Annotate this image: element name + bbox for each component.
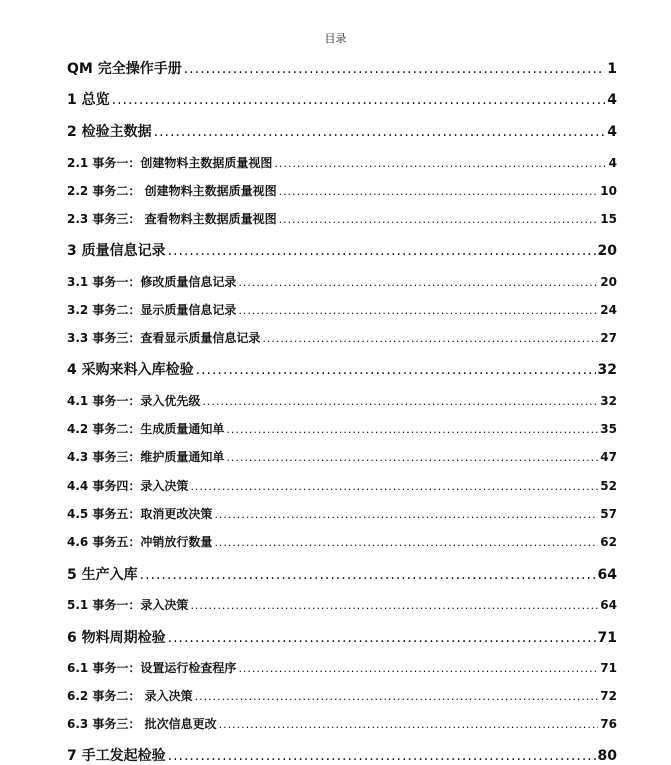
toc-leader-dots <box>140 567 596 583</box>
toc-entry-label: 3.1 事务一：修改质量信息记录 <box>67 275 237 289</box>
toc-entry[interactable] <box>67 687 617 705</box>
toc-entry-page: 57 <box>600 507 617 521</box>
toc-entry-label: 4.2 事务二：生成质量通知单 <box>67 422 225 436</box>
toc-entry-label: 4.6 事务五：冲销放行数量 <box>67 535 213 549</box>
toc-leader-dots <box>219 718 599 731</box>
toc-leader-dots <box>112 92 606 108</box>
toc-leader-dots <box>214 508 598 521</box>
toc-entry-page: 4 <box>607 92 617 108</box>
toc-entry-label: 2.3 事务三： 查看物料主数据质量视图 <box>67 212 277 226</box>
toc-entry-label: 7 手工发起检验 <box>67 748 166 764</box>
toc-leader-dots <box>190 599 598 612</box>
toc-leader-dots <box>168 748 596 764</box>
toc-leader-dots <box>154 124 606 140</box>
toc-entry-label: 2.1 事务一：创建物料主数据质量视图 <box>67 156 273 170</box>
toc-leader-dots <box>226 423 598 436</box>
toc-entry[interactable] <box>67 596 617 614</box>
toc-entry-page: 64 <box>600 598 617 612</box>
toc-entry-page: 71 <box>597 630 617 646</box>
toc-entry[interactable] <box>67 210 617 228</box>
toc-entry[interactable] <box>67 58 617 78</box>
toc-leader-dots <box>202 395 598 408</box>
toc-entry-page: 10 <box>600 184 617 198</box>
toc-entry-page: 72 <box>600 689 617 703</box>
toc-entry-page: 80 <box>597 748 617 764</box>
toc-entry-label: 2.2 事务二： 创建物料主数据质量视图 <box>67 184 277 198</box>
toc-entry-label: 5 生产入库 <box>67 567 138 583</box>
toc-entry-label: QM 完全操作手册 <box>67 61 182 77</box>
toc-entry[interactable] <box>67 240 617 260</box>
toc-entry-label: 3.3 事务三：查看显示质量信息记录 <box>67 331 261 345</box>
page-title: 目录 <box>324 32 347 45</box>
toc-leader-dots <box>190 480 598 493</box>
toc-entry[interactable] <box>67 505 617 523</box>
toc-entry-page: 76 <box>600 717 617 731</box>
toc-entry-page: 62 <box>600 535 617 549</box>
toc-leader-dots <box>168 630 596 646</box>
toc-entry[interactable] <box>67 448 617 466</box>
toc-entry-page: 32 <box>600 394 617 408</box>
toc-entry-label: 4.5 事务五：取消更改决策 <box>67 507 213 521</box>
toc-entry-page: 52 <box>600 479 617 493</box>
toc-leader-dots <box>168 243 596 259</box>
toc-leader-dots <box>238 662 598 675</box>
toc-entry[interactable] <box>67 420 617 438</box>
toc-leader-dots <box>196 362 596 378</box>
toc-entry-label: 3 质量信息记录 <box>67 243 166 259</box>
toc-entry[interactable] <box>67 715 617 733</box>
toc-entry-page: 47 <box>600 450 617 464</box>
toc-entry-page: 24 <box>600 303 617 317</box>
toc-entry-page: 64 <box>597 567 617 583</box>
toc-entry[interactable] <box>67 182 617 200</box>
toc-leader-dots <box>262 332 598 345</box>
toc-entry-page: 71 <box>600 661 617 675</box>
toc-leader-dots <box>279 185 599 198</box>
toc-entry-page: 27 <box>600 331 617 345</box>
toc-entry-label: 4 采购来料入库检验 <box>67 362 194 378</box>
toc-leader-dots <box>184 61 606 77</box>
toc-entry-page: 20 <box>600 275 617 289</box>
toc-entry[interactable] <box>67 564 617 584</box>
toc-entry[interactable] <box>67 627 617 647</box>
toc-leader-dots <box>274 157 606 170</box>
toc-entry-label: 6.3 事务三： 批次信息更改 <box>67 717 217 731</box>
toc-entry-label: 6 物料周期检验 <box>67 630 166 646</box>
toc-entry-label: 2 检验主数据 <box>67 124 152 140</box>
toc-leader-dots <box>279 213 599 226</box>
toc-entry[interactable] <box>67 392 617 410</box>
toc-entry[interactable] <box>67 745 617 765</box>
toc-entry[interactable] <box>67 273 617 291</box>
toc-entry-page: 1 <box>607 61 617 77</box>
toc-leader-dots <box>238 276 598 289</box>
toc-entry[interactable] <box>67 89 617 109</box>
toc-entry-label: 4.4 事务四：录入决策 <box>67 479 189 493</box>
toc-entry-label: 1 总览 <box>67 92 110 108</box>
toc-entry[interactable] <box>67 301 617 319</box>
toc-entry-label: 6.2 事务二： 录入决策 <box>67 689 193 703</box>
toc-entry[interactable] <box>67 121 617 141</box>
toc-entry[interactable] <box>67 154 617 172</box>
toc-entry-page: 35 <box>600 422 617 436</box>
toc-leader-dots <box>214 536 598 549</box>
toc-leader-dots <box>226 451 598 464</box>
toc-entry-label: 4.3 事务三：维护质量通知单 <box>67 450 225 464</box>
toc-entry[interactable] <box>67 533 617 551</box>
toc-entry[interactable] <box>67 659 617 677</box>
toc-entry-page: 4 <box>608 156 617 170</box>
toc-entry-label: 6.1 事务一：设置运行检查程序 <box>67 661 237 675</box>
toc-entry[interactable] <box>67 359 617 379</box>
toc-entry-page: 15 <box>600 212 617 226</box>
toc-entry-label: 3.2 事务二：显示质量信息记录 <box>67 303 237 317</box>
toc-entry-page: 20 <box>597 243 617 259</box>
toc-entry-page: 32 <box>597 362 617 378</box>
toc-leader-dots <box>238 304 598 317</box>
toc-entry-label: 4.1 事务一：录入优先级 <box>67 394 201 408</box>
toc-entry-page: 4 <box>607 124 617 140</box>
toc-entry-label: 5.1 事务一：录入决策 <box>67 598 189 612</box>
toc-entry[interactable] <box>67 329 617 347</box>
toc-leader-dots <box>195 690 599 703</box>
toc-entry[interactable] <box>67 477 617 495</box>
